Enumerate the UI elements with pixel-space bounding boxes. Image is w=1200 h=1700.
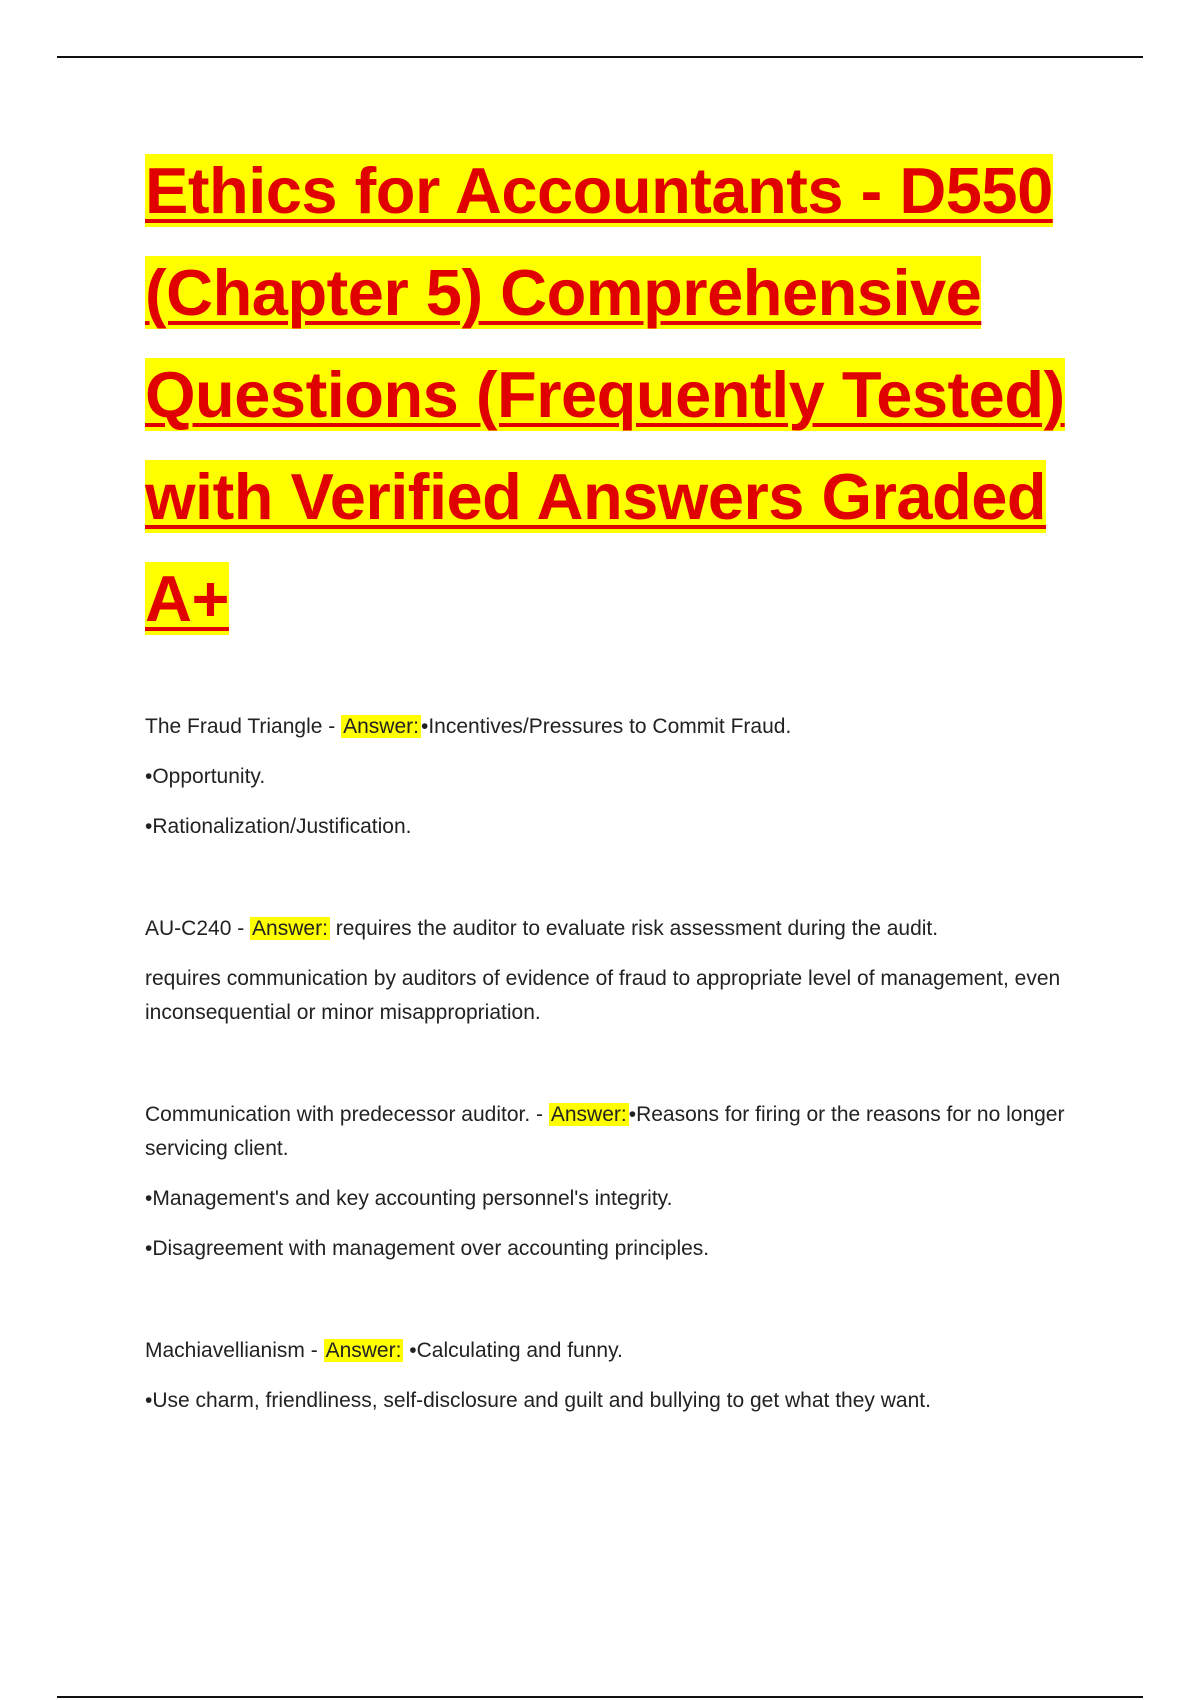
qa-item bbox=[145, 710, 1085, 844]
answer-text: requires the auditor to evaluate risk assessment during the audit. bbox=[335, 917, 939, 940]
question-text: The Fraud Triangle - bbox=[145, 715, 336, 738]
qa-item bbox=[145, 912, 1085, 1030]
answer-line: •Disagreement with management over accounting principles. bbox=[145, 1237, 710, 1260]
answer-text: •Reasons for firing or the reasons for no longer servicing client. bbox=[145, 1103, 1065, 1160]
bottom-rule bbox=[57, 1696, 1143, 1698]
answer-label: Answer: bbox=[550, 1103, 627, 1126]
answer-line: •Opportunity. bbox=[145, 765, 266, 788]
question-text: AU-C240 - bbox=[145, 917, 245, 940]
answer-line: •Management's and key accounting personnel's integrity. bbox=[145, 1187, 673, 1210]
answer-label: Answer: bbox=[343, 715, 419, 738]
answer-label: Answer: bbox=[252, 917, 328, 940]
qa-item bbox=[145, 1098, 1085, 1266]
answer-label: Answer: bbox=[325, 1339, 402, 1362]
answer-text: •Incentives/Pressures to Commit Fraud. bbox=[420, 715, 792, 738]
top-rule bbox=[57, 56, 1143, 58]
answer-line: •Use charm, friendliness, self-disclosure and guilt and bullying to get what they want. bbox=[145, 1389, 931, 1412]
qa-item bbox=[145, 1334, 1085, 1418]
answer-line: requires communication by auditors of evidence of fraud to appropriate level of management, even inconsequential or minor misappropriation. bbox=[145, 967, 1061, 1024]
document-body bbox=[145, 140, 1085, 1418]
document-title: Ethics for Accountants - D550 (Chapter 5) Comprehensive Questions (Frequently Tested) with Verified Answers Graded A+ bbox=[145, 154, 1065, 635]
question-text: Machiavellianism - bbox=[145, 1339, 318, 1362]
question-text: Communication with predecessor auditor. - bbox=[145, 1103, 544, 1126]
answer-line: •Rationalization/Justification. bbox=[145, 815, 412, 838]
answer-text: •Calculating and funny. bbox=[409, 1339, 623, 1362]
